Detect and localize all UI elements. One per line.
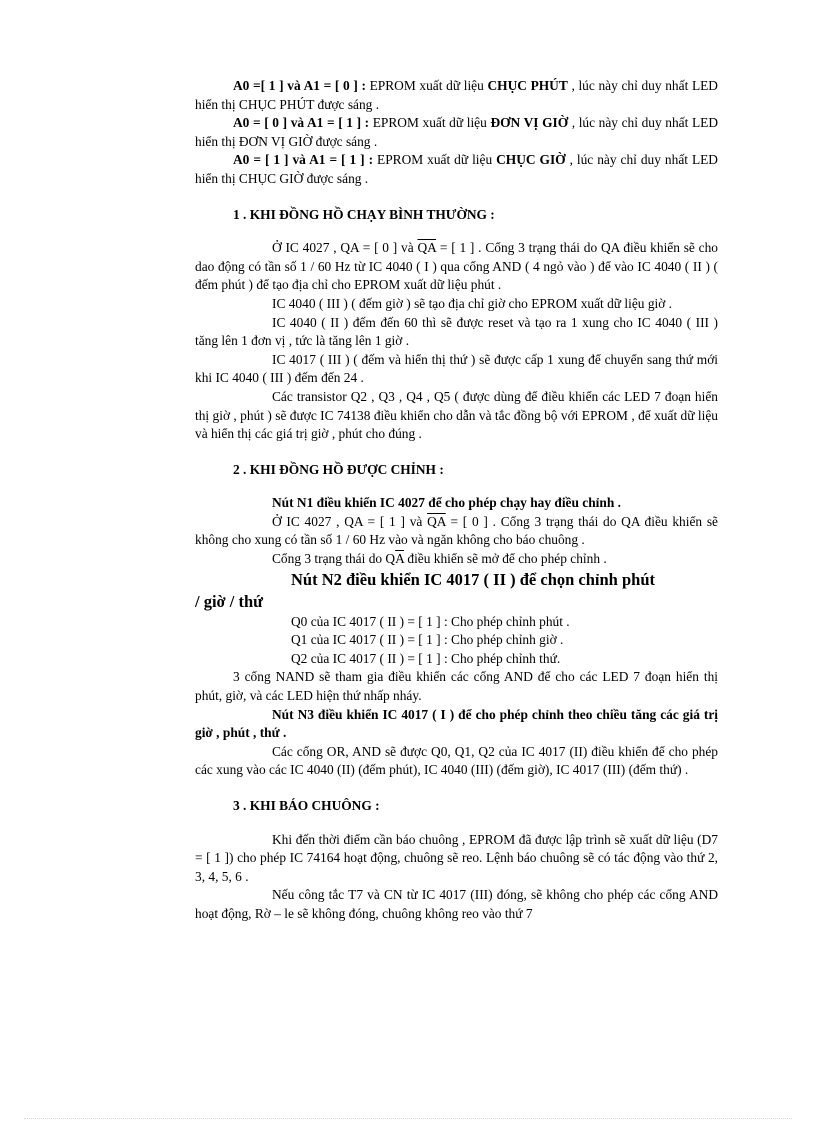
n1-title-text: Nút N1 điều khiển IC 4027 để cho phép chạy hay điều chỉnh .	[272, 495, 621, 511]
q-list-item: Q0 của IC 4017 ( II ) = [ 1 ] : Cho phép chỉnh phút .	[291, 613, 570, 629]
eprom-mode-condition: A0 =[ 1 ] và A1 = [ 0 ] :	[233, 78, 366, 93]
section-3-heading: 3 . KHI BÁO CHUÔNG :	[233, 798, 380, 813]
section-2-heading: 2 . KHI ĐỒNG HỒ ĐƯỢC CHỈNH :	[233, 461, 444, 477]
eprom-mode-rest: , lúc này chỉ duy nhất LED hiển thị CHỤC PHÚT được sáng .	[195, 78, 718, 112]
section-3-paragraph-1: Khi đến thời điểm cần báo chuông , EPROM đã được lập trình sẽ xuất dữ liệu (D7 = [ 1 ]) cho phép IC 74164 hoạt động, chuông sẽ reo. Lệnh báo chuông sẽ có tác động vào thứ 2, 3, 4, 5, 6 .	[195, 831, 718, 884]
section-3-paragraph-2: Nếu công tắc T7 và CN từ IC 4017 (III) đóng, sẽ không cho phép các cổng AND hoạt động, Rờ – le sẽ không đóng, chuông không reo vào thứ 7	[195, 887, 718, 921]
eprom-mode-condition: A0 = [ 0 ] và A1 = [ 1 ] :	[233, 115, 370, 131]
n2-title	[195, 569, 718, 613]
eprom-mode-desc: EPROM xuất dữ liệu	[365, 78, 488, 93]
eprom-mode-rest: , lúc này chỉ duy nhất LED hiển thị CHỤC GIỜ được sáng .	[195, 152, 718, 186]
section-1-paragraph-4: IC 4017 ( III ) ( đếm và hiển thị thứ ) sẽ được cấp 1 xung để chuyển sang thứ mới khi IC 4040 ( III ) đếm đến 24 .	[195, 351, 718, 386]
section-1-paragraph-5: Các transistor Q2 , Q3 , Q4 , Q5 ( được dùng để điều khiển các LED 7 đoạn hiển thị giờ , phút ) sẽ được IC 74138 điều khiển cho dẫn và tắc đồng bộ với EPROM , để xuất dữ liệu và hiển thị các giá trị giờ , phút cho đúng .	[195, 388, 718, 442]
n2-title-line-2: / giờ / thứ	[195, 591, 264, 611]
eprom-mode-desc: EPROM xuất dữ liệu	[373, 152, 497, 168]
eprom-mode-rest: , lúc này chỉ duy nhất LED hiển thị ĐƠN VỊ GIỜ được sáng .	[195, 115, 718, 149]
eprom-mode-condition: A0 = [ 1 ] và A1 = [ 1 ] :	[233, 152, 374, 168]
eprom-mode-digit: ĐƠN VỊ GIỜ	[490, 115, 569, 131]
qa-bar: $\overline{A}$	[395, 551, 405, 567]
section-1-heading: 1 . KHI ĐỒNG HỒ CHẠY BÌNH THƯỜNG :	[233, 206, 495, 222]
section-1-paragraph-3: IC 4040 ( II ) đếm đến 60 thì sẽ được reset và tạo ra 1 xung cho IC 4040 ( III ) tăng lên 1 đơn vị , tức là tăng lên 1 giờ .	[195, 314, 718, 349]
eprom-mode-digit: CHỤC PHÚT	[487, 78, 568, 93]
section-1-paragraph-2: IC 4040 ( III ) ( đếm giờ ) sẽ tạo địa chỉ giờ cho EPROM xuất dữ liệu giờ .	[272, 295, 673, 311]
section-2-paragraph-1	[195, 513, 718, 550]
q-list-item: Q1 của IC 4017 ( II ) = [ 1 ] : Cho phép chỉnh giờ .	[291, 632, 564, 648]
n3-title-text: Nút N3 điều khiển IC 4017 ( I ) để cho phép chỉnh theo chiều tăng các giá trị giờ , phút , thứ .	[195, 706, 718, 741]
nand-paragraph: 3 cổng NAND sẽ tham gia điều khiển các cổng AND để cho các LED 7 đoạn hiển thị phút, giờ, và các LED hiện thứ nhấp nháy.	[195, 669, 718, 704]
text-run: = [ 1 ] . Cổng 3 trạng thái do QA điều khiển sẽ cho dao động có tần số 1 / 60 Hz từ IC 4040 ( I ) qua cổng AND ( 4 ngỏ vào ) để vào IC 4040 ( II ) ( đếm phút ) để tạo địa chỉ cho EPROM xuất dữ liệu phút .	[195, 240, 718, 293]
eprom-mode-desc: EPROM xuất dữ liệu	[369, 115, 491, 131]
text-run: Cổng 3 trạng thái do Q	[272, 551, 396, 567]
q-list-item: Q2 của IC 4017 ( II ) = [ 1 ] : Cho phép chỉnh thứ.	[291, 650, 561, 666]
n1-title	[195, 494, 718, 513]
text-run: điều khiển sẽ mở để cho phép chỉnh .	[404, 551, 607, 567]
n3-title	[195, 706, 718, 743]
qa-bar: $\overline{QA}$	[427, 513, 446, 529]
section-1-paragraph-1	[195, 239, 718, 295]
text-run: Ở IC 4027 , QA = [ 1 ] và	[272, 513, 428, 529]
page-bottom-rule	[24, 1118, 792, 1119]
eprom-mode-3	[195, 151, 718, 188]
eprom-mode-1	[195, 77, 718, 114]
section-2-paragraph-2	[195, 550, 718, 569]
n2-title-line-1: Nút N2 điều khiển IC 4017 ( II ) để chọn chỉnh phút	[291, 569, 656, 589]
document-body	[195, 77, 718, 924]
text-run: = [ 0 ] . Cổng 3 trạng thái do QA điều khiển sẽ không cho xung có tần số 1 / 60 Hz vào và ngăn không cho báo chuông .	[195, 513, 718, 548]
section-2-paragraph-3: Các cổng OR, AND sẽ được Q0, Q1, Q2 của IC 4017 (II) điều khiển để cho phép các xung vào các IC 4040 (II) (đếm phút), IC 4040 (III) (đếm giờ), IC 4017 (III) (đếm thứ) .	[195, 743, 718, 778]
text-run: Ở IC 4027 , QA = [ 0 ] và	[272, 240, 418, 256]
eprom-mode-digit: CHỤC GIỜ	[496, 152, 566, 168]
qa-bar: $\overline{QA}$	[417, 240, 437, 256]
eprom-mode-2	[195, 114, 718, 151]
